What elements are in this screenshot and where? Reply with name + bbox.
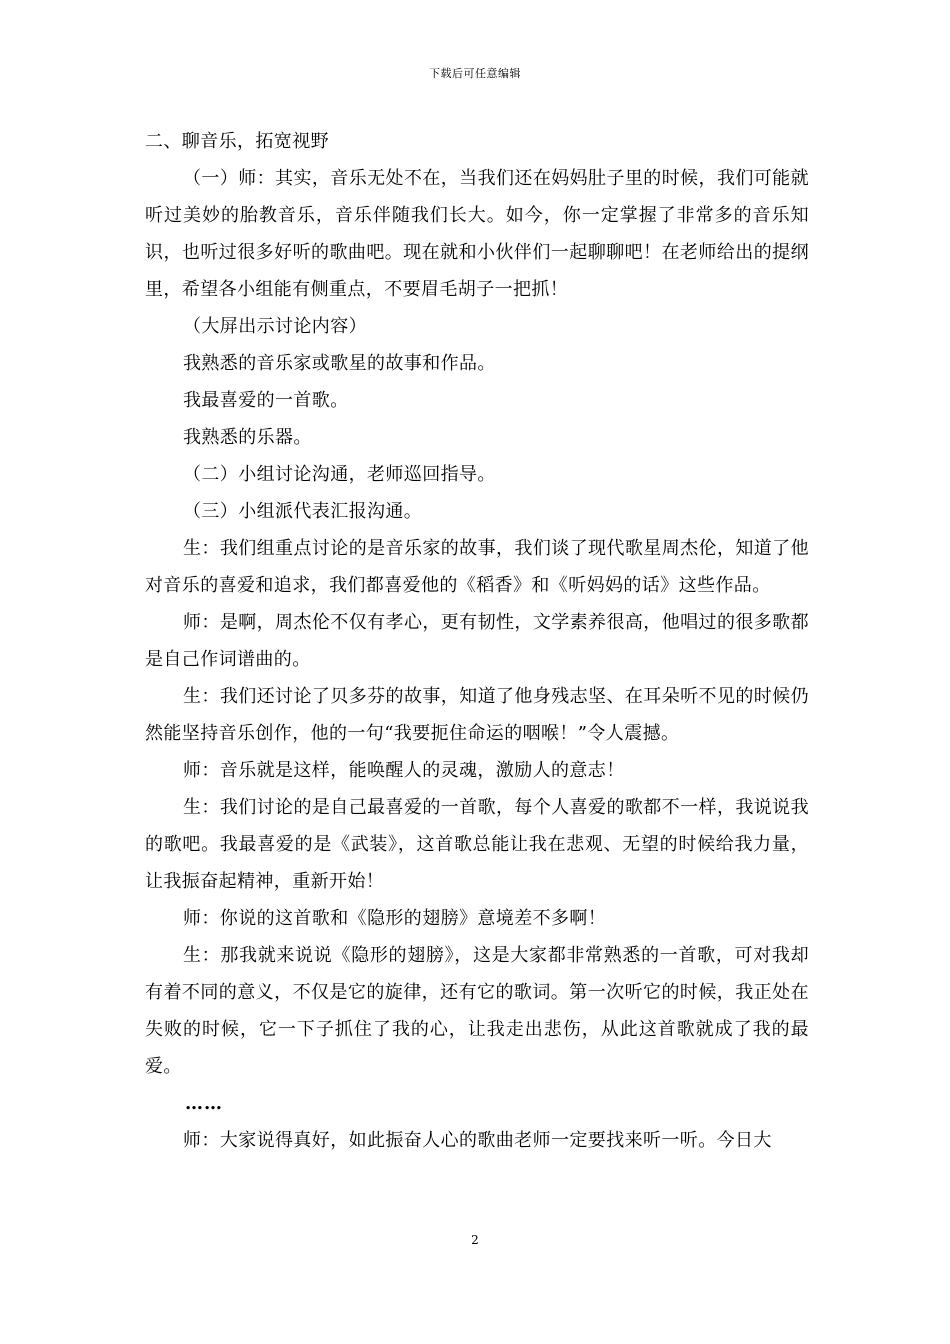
- paragraph: 师：大家说得真好，如此振奋人心的歌曲老师一定要找来听一听。今日大: [183, 1130, 772, 1151]
- document-body: [145, 123, 809, 1159]
- page-header: 下载后可任意编辑: [429, 67, 521, 80]
- paragraph: 生：我们讨论的是自己最喜爱的一首歌，每个人喜爱的歌都不一样，我说说我的歌吧。我最喜爱的是《武装》，这首歌总能让我在悲观、无望的时候给我力量，让我振奋起精神，重新开始！: [145, 797, 809, 892]
- paragraph: 师：你说的这首歌和《隐形的翅膀》意境差不多啊！: [183, 908, 607, 929]
- paragraph: 师：是啊，周杰伦不仅有孝心，更有韧性，文学素养很高，他唱过的很多歌都是自己作词谱曲的。: [145, 612, 809, 670]
- paragraph: 生：我们还讨论了贝多芬的故事，知道了他身残志坚、在耳朵听不见的时候仍然能坚持音乐创作，他的一句“我要扼住命运的咽喉！”令人震撼。: [145, 686, 809, 744]
- paragraph: （二）小组讨论沟通，老师巡回指导。: [183, 464, 496, 485]
- paragraph: 生：我们组重点讨论的是音乐家的故事，我们谈了现代歌星周杰伦，知道了他对音乐的喜爱和追求，我们都喜爱他的《稻香》和《听妈妈的话》这些作品。: [145, 538, 809, 596]
- paragraph: （三）小组派代表汇报沟通。: [183, 501, 423, 522]
- paragraph: 我最喜爱的一首歌。: [183, 390, 349, 411]
- section-heading: 二、聊音乐，拓宽视野: [145, 131, 329, 152]
- paragraph: 生：那我就来说说《隐形的翅膀》，这是大家都非常熟悉的一首歌，可对我却有着不同的意义，不仅是它的旋律，还有它的歌词。第一次听它的时候，我正处在失败的时候，它一下子抓住了我的心，让我走出悲伤，从此这首歌就成了我的最爱。: [145, 945, 809, 1077]
- paragraph: 我熟悉的音乐家或歌星的故事和作品。: [183, 353, 496, 374]
- ellipsis: ……: [185, 1093, 223, 1114]
- paragraph: 师：音乐就是这样，能唤醒人的灵魂，激励人的意志！: [183, 760, 625, 781]
- paragraph: （大屏出示讨论内容）: [183, 316, 367, 337]
- paragraph: （一）师：其实，音乐无处不在，当我们还在妈妈肚子里的时候，我们可能就听过美妙的胎教音乐，音乐伴随我们长大。如今，你一定掌握了非常多的音乐知识，也听过很多好听的歌曲吧。现在就和小伙伴们一起聊聊吧！在老师给出的提纲里，希望各小组能有侧重点，不要眉毛胡子一把抓！: [145, 168, 809, 300]
- paragraph: 我熟悉的乐器。: [183, 427, 312, 448]
- page-number: 2: [471, 1233, 479, 1247]
